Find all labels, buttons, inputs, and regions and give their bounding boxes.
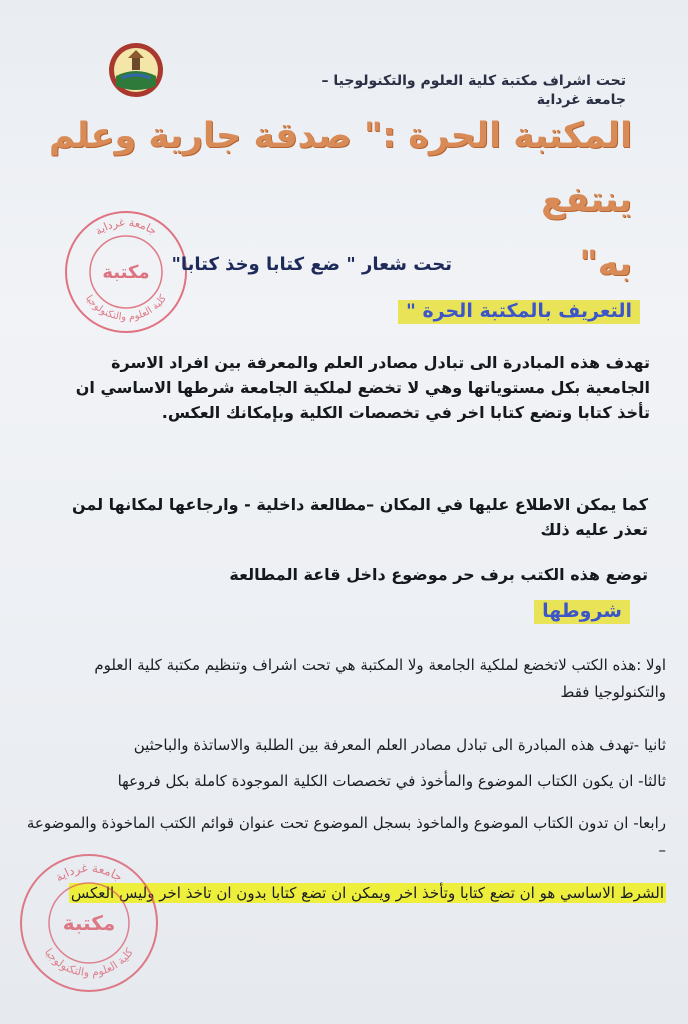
condition-item-1: اولا :هذه الكتب لاتخضع لملكية الجامعة ولا المكتبة هي تحت اشراف وتنظيم مكتبة كلية العلوم والتكنولوجيا فقط: [94, 656, 666, 701]
condition-item-2: ثانيا -تهدف هذه المبادرة الى تبادل مصادر العلم المعرفة بين الطلبة والاساتذة والباحثين: [133, 736, 666, 754]
stamp-center-text: مكتبة: [102, 262, 150, 283]
main-condition-highlight: الشرط الاساسي هو ان تضع كتابا وتأخذ اخر ويمكن ان تضع كتابا بدون ان تاخذ اخر وليس العكس: [70, 884, 664, 902]
stamp-bottom-text: كلية العلوم والتكنولوجيا: [83, 293, 169, 324]
slogan: تحت شعار " ضع كتابا وخذ كتابا": [171, 254, 452, 275]
supervision-line: تحت اشراف مكتبة كلية العلوم والتكنولوجيا –جامعة غرداية: [321, 73, 626, 108]
stamp-bottom-center-text: مكتبة: [62, 911, 116, 935]
conditions-heading: شروطها: [534, 600, 630, 624]
stamp-top-text: جامعة غرداية: [92, 215, 160, 238]
title-line-1: المكتبة الحرة :" صدقة جارية وعلم ينتفع: [48, 116, 632, 220]
stamp-bottom-bottom-text: كلية العلوم والتكنولوجيا: [41, 945, 137, 980]
university-logo-icon: [108, 42, 164, 98]
stamp-bottom-top-text: جامعة غرداية: [52, 860, 126, 885]
condition-item-3: ثالثا- ان يكون الكتاب الموضوع والمأخوذ في تخصصات الكلية الموجودة كاملة بكل فروعها: [117, 772, 666, 790]
condition-item-4: رابعا- ان تدون الكتاب الموضوع والماخوذ بسجل الموضوع تحت عنوان قوائم الكتب الماخوذة والموضوعة –: [26, 814, 666, 859]
library-stamp-bottom-icon: [14, 848, 164, 998]
definition-paragraph-2: كما يمكن الاطلاع عليها في المكان –مطالعة داخلية - وارجاعها لمكانها لمن تعذر عليه ذلك: [71, 495, 648, 539]
title-line-2: به": [579, 244, 632, 284]
definition-heading: التعريف بالمكتبة الحرة ": [398, 300, 640, 324]
definition-paragraph-3: توضع هذه الكتب برف حر موضوع داخل قاعة المطالعة: [229, 565, 648, 584]
definition-paragraph-1: تهدف هذه المبادرة الى تبادل مصادر العلم والمعرفة بين افراد الاسرة الجامعية بكل مستوياتها وهي لا تخضع لملكية الجامعة شرطها الاساسي ان تأخذ كتابا وتضع كتابا اخر في تخصصات الكلية وبإمكانك العكس.: [75, 353, 650, 422]
